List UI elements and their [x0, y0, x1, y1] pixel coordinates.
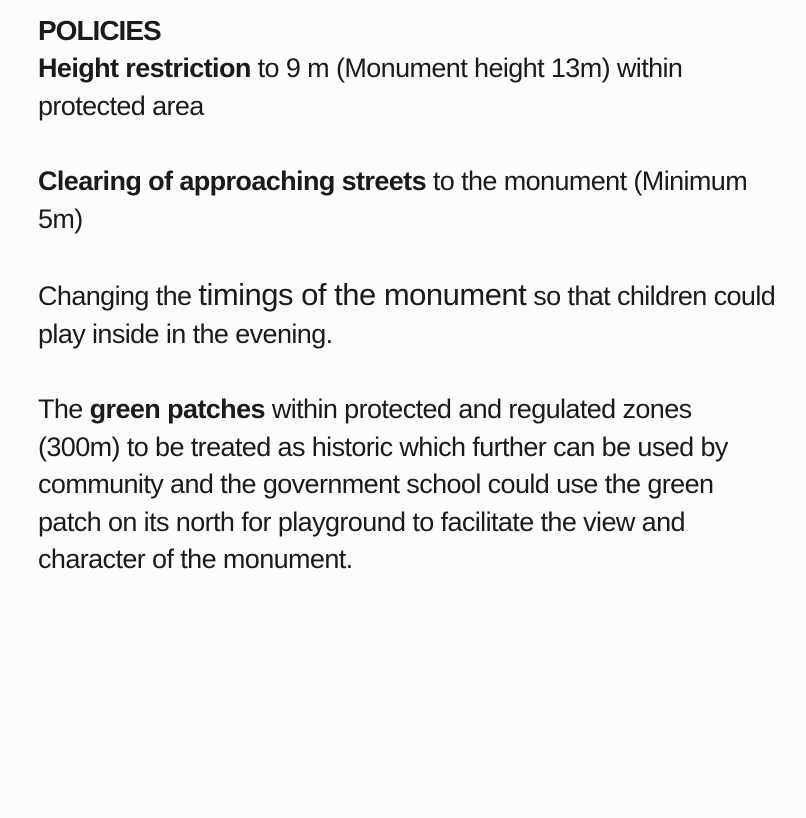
policy-prefix: Changing the	[38, 281, 199, 311]
policy-text: so that children could play inside in the evening.	[38, 281, 776, 349]
policy-height-restriction	[38, 50, 778, 125]
policies-document	[38, 12, 778, 617]
policy-keyword: Clearing of approaching streets	[38, 166, 426, 196]
policy-text: to 9 m (Monument height 13m) within protected area	[38, 53, 683, 121]
policy-keyword: Height restriction	[38, 53, 251, 83]
policy-text: to the monument (Minimum 5m)	[38, 166, 748, 234]
policy-keyword: timings of the monument	[198, 277, 527, 312]
policy-keyword: green patches	[89, 394, 265, 424]
policy-text: within protected and regulated zones (300m) to be treated as historic which further can be used by community and the government school could use the green patch on its north for playground to facilitate the view and character of the monument.	[38, 394, 728, 574]
policy-prefix: The	[38, 394, 90, 424]
policy-green-patches	[38, 391, 778, 579]
policy-clearing-streets	[38, 163, 778, 238]
policy-timings	[38, 276, 778, 353]
page-title: POLICIES	[38, 15, 161, 46]
